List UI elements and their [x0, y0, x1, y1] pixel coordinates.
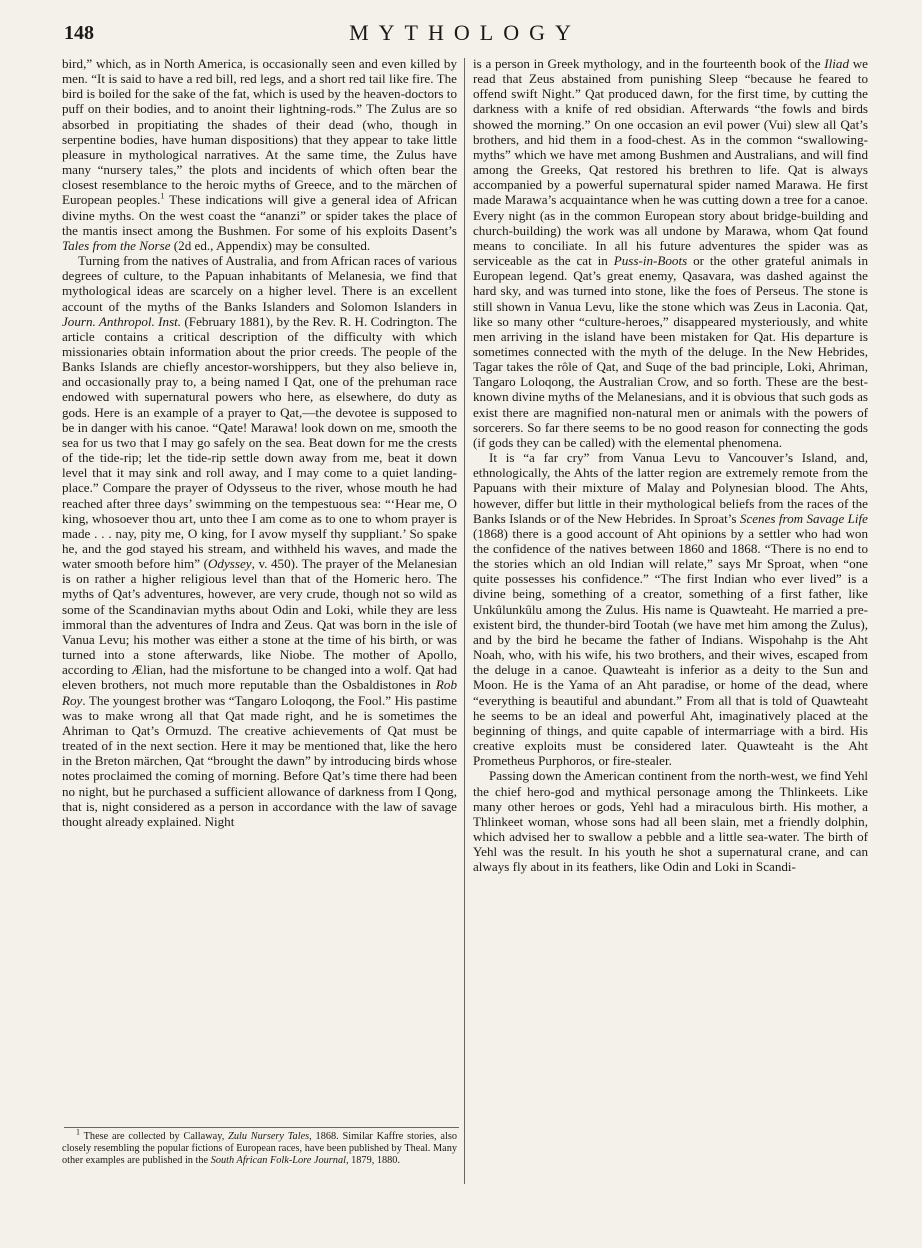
footnote: $^1$ These are collected by Callaway, Zulu Nursery Tales, 1868. Similar Kaffre stories, also closely resembling the popular fictions of European races, have been published by Theal. Many other examples are published in the South African Folk-Lore Journal, 1879, 1880.: [62, 1127, 457, 1167]
paragraph: Passing down the American continent from the north-west, we find Yehl the chief hero-god and mythical personage among the Thlinkeets. Like many other heroes or gods, Yehl had a miraculous birth. His mother, a Thlinkeet woman, whose sons had all been slain, met a friendly dolphin, which advised her to swallow a pebble and a little sea-water. The birth of Yehl was the result. In his youth he shot a supernatural crane, and can always fly about in its feathers, like Odin and Loki in Scandi-: [473, 768, 868, 875]
paragraph: bird,” which, as in North America, is occasionally seen and even killed by men. “It is said to have a red bill, red legs, and a short red tail like fire. The bird is boiled for the sake of the fat, which is used by the heaven-doctors to puff on their bodies, and to anoint their lightning-rods.” The Zulus are so absorbed in propitiating the shades of their dead (who, though in serpentine bodies, have human dispositions) that they appear to take little pleasure in mythological narratives. At the same time, the Zulus have many “nursery tales,” the plots and incidents of which often bear the closest resemblance to the heroic myths of Greece, and to the märchen of European peoples.$^1$ These indications will give a general idea of African divine myths. On the west coast the “ananzi” or spider takes the place of the mantis insect among the Bushmen. For some of his exploits Dasent’s Tales from the Norse (2d ed., Appendix) may be consulted.: [62, 56, 457, 253]
footnote-reference: 1: [160, 192, 165, 202]
footnote-marker: 1: [76, 1127, 80, 1137]
paragraph: Turning from the natives of Australia, and from African races of various degrees of culture, to the Papuan inhabitants of Melanesia, we find that mythological ideas are scarcely on a higher level. There is an excellent account of the myths of the Banks Islanders and Solomon Islanders in Journ. Anthropol. Inst. (February 1881), by the Rev. R. H. Codrington. The article contains a critical description of the difficulty with which missionaries obtain information about the prior creeds. The people of the Banks Islands are chiefly ancestor-worshippers, but they also believe in, and occasionally pray to, a being named I Qat, one of the prehuman race endowed with supernatural powers who here, as elsewhere, do duty as gods. Here is an example of a prayer to Qat,—the devotee is supposed to be in danger with his canoe. “Qate! Marawa! look down on me, smooth the sea for us two that I may go safely on the sea. Beat down for me the crests of the tide-rip; let the tide-rip settle down away from me, beat it down level that it may sink and roll away, and I may come to a quiet landing-place.” Compare the prayer of Odysseus to the river, whose mouth he had reached after three days’ swimming on the tempestuous sea: “‘Hear me, O king, whosoever thou art, unto thee I am come as to one to whom prayer is made . . . nay, pity me, O king, for I avow myself thy suppliant.’ So spake he, and the god stayed his stream, and withheld his waves, and made the water smooth before him” (Odyssey, v. 450). The prayer of the Melanesian is on rather a higher religious level than that of the Homeric hero. The myths of Qat’s adventures, however, are very crude, though not so wild as some of the Scandinavian myths about Odin and Loki, while they are less immoral than the adventures of Indra and Zeus. Qat was born in the isle of Vanua Levu; his mother was either a stone at the time of his birth, or was turned into a stone afterwards, like Niobe. The mother of Apollo, according to Ælian, had the misfortune to be changed into a wolf. Qat had eleven brothers, not much more reputable than the Osbaldistones in Rob Roy. The youngest brother was “Tangaro Loloqong, the Fool.” His pastime was to make wrong all that Qat made right, and he is sometimes the Ahriman to Qat’s Ormuzd. The creative achievements of Qat must be treated of in the next section. Here it may be mentioned that, like the hero in the Breton märchen, Qat “brought the dawn” by introducing birds whose notes proclaimed the coming of morning. Before Qat’s time there had been no night, but he purchased a sufficient allowance of darkness from I Qong, that is, night considered as a person in accordance with the law of savage thought already explained. Night: [62, 253, 457, 829]
page-header: [64, 20, 866, 54]
paragraph: It is “a far cry” from Vanua Levu to Vancouver’s Island, and, ethnologically, the Ahts of the latter region are extremely remote from the Papuans with their mixture of Malay and Polynesian blood. The Ahts, however, differ but little in their mythological beliefs from the races of the Banks Islands or of the New Hebrides. In Sproat’s Scenes from Savage Life (1868) there is a good account of Aht opinions by a settler who had won the confidence of the natives between 1860 and 1868. “There is no end to the stories which an old Indian will relate,” says Mr Sproat, when “one quite possesses his confidence.” “The first Indian who ever lived” is a divine being, something of a creator, something of a first father, like Unkûlunkûlu among the Zulus. His name is Quawteaht. He married a pre-existent bird, the thunder-bird Tootah (we have met him among the Zulus), and by the bird he became the father of Indians. Wispohahp is the Aht Noah, who, with his wife, his two brothers, and their wives, escaped from the deluge in a canoe. Quawteaht is inferior as a deity to the Sun and Moon. He is the Yama of an Aht paradise, or home of the dead, where “everything is beautiful and abundant.” From all that is told of Quawteaht he seems to be an ideal and powerful Aht, imaginatively placed at the beginning of things, and quite capable of intermarriage with a bird. His creative exploits must be considered later. Quawteaht is the Aht Prometheus Purphoros, or fire-stealer.: [473, 450, 868, 769]
paragraph: is a person in Greek mythology, and in the fourteenth book of the Iliad we read that Zeus abstained from punishing Sleep “because he feared to offend swift Night.” Qat produced dawn, for the first time, by cutting the darkness with a knife of red obsidian. Afterwards “the fowls and birds showed the morning.” On one occasion an evil power (Vui) slew all Qat’s brothers, and hid them in a food-chest. As in the common “swallowing-myths” which we have met among Bushmen and Australians, and will find among the Greeks, Qat restored his brethren to life. Qat is always accompanied by a powerful supernatural spider named Marawa. He first made Marawa’s acquaintance when he was cutting down a tree for a canoe. Every night (as in the common European story about bridge-building and church-building) the work was all undone by Marawa, whom Qat found means to conciliate. In all his future adventures the spider was as serviceable as the cat in Puss-in-Boots or the other grateful animals in European legend. Qat’s great enemy, Qasavara, was dashed against the hard sky, and was turned into stone, like the foes of Perseus. The stone is still shown in Vanua Levu, like the stone which was Zeus in Laconia. Qat, like so many other “culture-heroes,” disappeared mysteriously, and white men arriving in the island have been mistaken for Qat. His departure is sometimes connected with the myth of the deluge. In the New Hebrides, Tagar takes the rôle of Qat, and Suqe of the bad principle, Loki, Ahriman, Tangaro Loloqong, the Australian Crow, and so forth. These are the best-known divine myths of the Melanesians, and it is obvious that such gods as exist there are magnified non-natural men or animals with the powers of sorcerers. So far there seems to be no good reason for connecting the gods (if gods they can be called) with the elemental phenomena.: [473, 56, 868, 450]
running-title: MYTHOLOGY: [349, 20, 581, 45]
column-divider: [464, 58, 465, 1184]
right-column: [473, 56, 868, 874]
footnote-divider: [64, 1127, 459, 1128]
page-number: 148: [64, 22, 94, 44]
left-column: [62, 56, 457, 829]
